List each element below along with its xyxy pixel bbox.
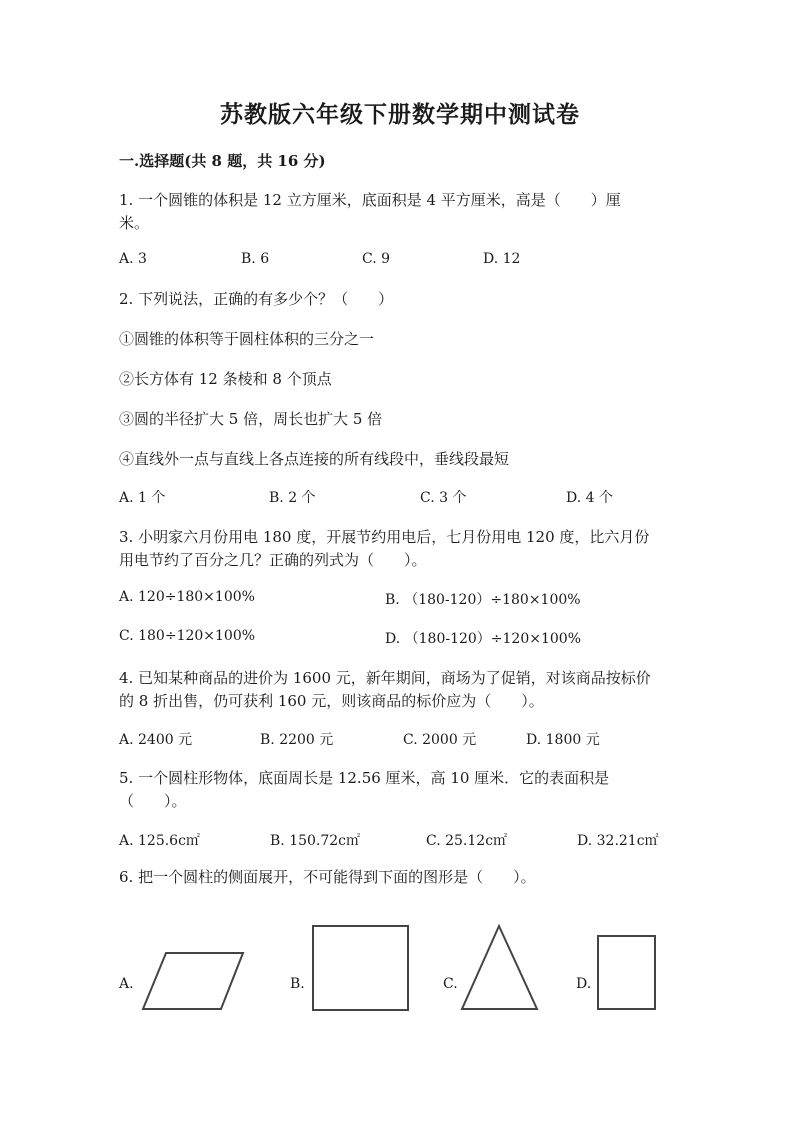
triangle-figure xyxy=(462,926,537,1009)
question-3-option-c: C. 180÷120×100% xyxy=(119,628,256,644)
square-figure xyxy=(313,926,408,1010)
question-5-line-1: 5. 一个圆柱形物体，底面周长是 12.56 厘米，高 10 厘米．它的表面积是 xyxy=(119,769,610,787)
section-heading: 一.选择题(共 8 题，共 16 分) xyxy=(119,152,326,170)
question-4-option-b: B. 2200 元 xyxy=(260,732,334,748)
question-3-line-2: 用电节约了百分之几？正确的列式为（ ）。 xyxy=(119,551,427,569)
question-3-line-1: 3. 小明家六月份用电 180 度，开展节约用电后，七月份用电 120 度，比六月份 xyxy=(119,528,650,546)
question-4-option-d: D. 1800 元 xyxy=(526,732,600,748)
question-6-line-1: 6. 把一个圆柱的侧面展开，不可能得到下面的图形是（ ）。 xyxy=(119,868,536,886)
question-2-option-a: A. 1 个 xyxy=(119,490,166,506)
question-5-option-a: A. 125.6c㎡ xyxy=(119,833,200,849)
question-4-line-1: 4. 已知某种商品的进价为 1600 元，新年期间，商场为了促销，对该商品按标价 xyxy=(119,669,651,687)
question-6-option-d: D. xyxy=(576,976,592,992)
question-6-option-b: B. xyxy=(290,976,305,992)
question-2-statement-1: ①圆锥的体积等于圆柱体积的三分之一 xyxy=(119,330,375,348)
question-1-option-a: A. 3 xyxy=(119,251,147,267)
question-1-option-d: D. 12 xyxy=(483,251,521,267)
question-3-option-b: B. （180-120）÷180×100% xyxy=(385,592,581,608)
question-1-option-c: C. 9 xyxy=(362,251,391,267)
question-2-statement-2: ②长方体有 12 条棱和 8 个顶点 xyxy=(119,370,332,388)
question-2-option-d: D. 4 个 xyxy=(566,490,613,506)
question-4-option-c: C. 2000 元 xyxy=(403,732,477,748)
question-5-line-2: （ ）。 xyxy=(119,792,187,810)
question-5-option-c: C. 25.12c㎡ xyxy=(426,833,508,849)
question-6-option-a: A. xyxy=(119,976,134,992)
question-3-option-d: D. （180-120）÷120×100% xyxy=(385,631,582,647)
question-4-line-2: 的 8 折出售，仍可获利 160 元，则该商品的标价应为（ ）。 xyxy=(119,692,544,710)
parallelogram-figure xyxy=(143,953,243,1009)
question-4-option-a: A. 2400 元 xyxy=(119,732,193,748)
question-5-option-d: D. 32.21c㎡ xyxy=(577,833,659,849)
page-title: 苏教版六年级下册数学期中测试卷 xyxy=(220,101,580,128)
question-1-line-2: 米。 xyxy=(119,214,150,232)
question-6-option-c: C. xyxy=(443,976,458,992)
question-2-statement-3: ③圆的半径扩大 5 倍，周长也扩大 5 倍 xyxy=(119,410,383,428)
question-2-line-1: 2. 下列说法，正确的有多少个？（ ） xyxy=(119,290,394,308)
question-1-line-1: 1. 一个圆锥的体积是 12 立方厘米，底面积是 4 平方厘米，高是（ ）厘 xyxy=(119,191,621,209)
question-2-option-c: C. 3 个 xyxy=(420,490,467,506)
rectangle-figure xyxy=(598,936,655,1009)
question-5-option-b: B. 150.72c㎡ xyxy=(270,833,361,849)
question-2-statement-4: ④直线外一点与直线上各点连接的所有线段中，垂线段最短 xyxy=(119,450,510,468)
question-2-option-b: B. 2 个 xyxy=(269,490,316,506)
question-1-option-b: B. 6 xyxy=(241,251,270,267)
question-3-option-a: A. 120÷180×100% xyxy=(119,589,255,605)
